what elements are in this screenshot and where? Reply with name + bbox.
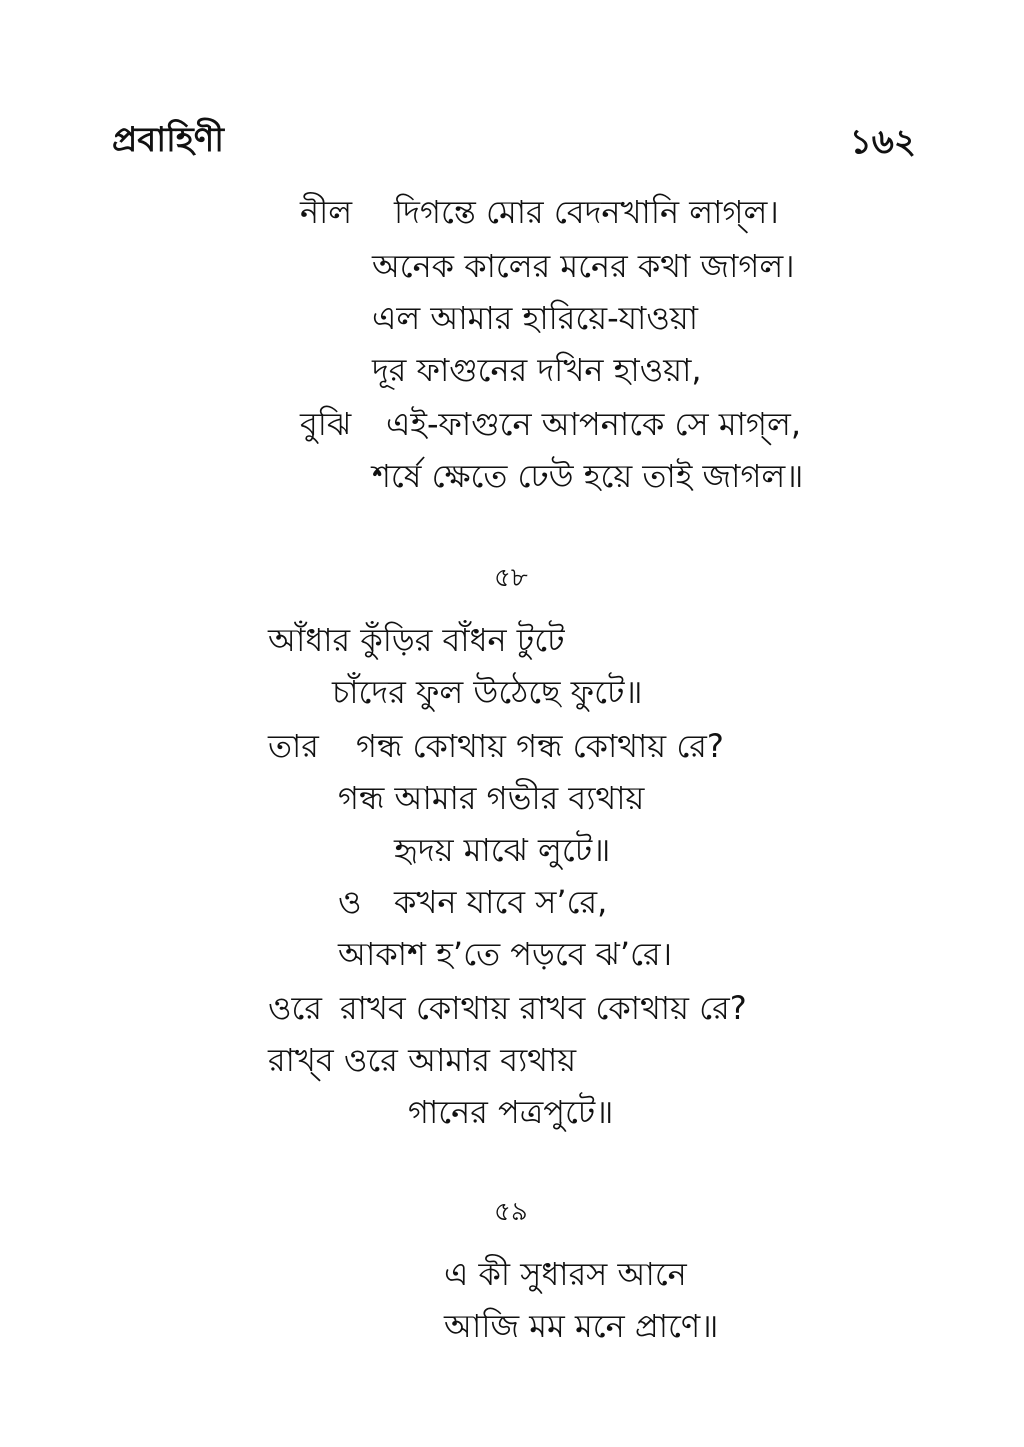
verse-line: দূর ফাগুনের দখিন হাওয়া, (372, 351, 702, 389)
verse-text: গন্ধ কোথায় গন্ধ কোথায় রে? (356, 727, 724, 765)
verse-text: দিগন্তে মোর বেদনখানি লাগ্‌ল। (394, 193, 779, 231)
verse-line (338, 878, 607, 926)
verse-text: রাখব কোথায় রাখব কোথায় রে? (340, 989, 747, 1027)
verse-text: কখন যাবে স’রে, (394, 883, 608, 921)
song-number: ৫৮ (494, 563, 528, 593)
verse-lead-word: বুঝি (300, 405, 352, 443)
verse-line: গানের পত্রপুটে॥ (408, 1093, 614, 1131)
verse-line: অনেক কালের মনের কথা জাগল। (372, 247, 795, 285)
verse-lead-word: তার (268, 727, 319, 765)
verse-lead-word: ও (338, 883, 362, 921)
verse-line (300, 188, 779, 236)
book-title: প্রবাহিণী (112, 120, 225, 160)
verse-line: গন্ধ আমার গভীর ব্যথায় (338, 779, 645, 817)
verse-lead-word: নীল (300, 193, 353, 231)
verse-line: চাঁদের ফুল উঠেছে ফুটে॥ (332, 673, 643, 711)
verse-line: শর্ষে ক্ষেতে ঢেউ হয়ে তাই জাগল॥ (372, 457, 804, 495)
song-number: ৫৯ (494, 1197, 528, 1227)
verse-line: এল আমার হারিয়ে-যাওয়া (372, 299, 699, 337)
verse-line: আঁধার কুঁড়ির বাঁধন টুটে (268, 621, 565, 659)
verse-lead-word: ওরে (268, 989, 323, 1027)
verse-line: রাখ্‌ব ওরে আমার ব্যথায় (268, 1041, 577, 1079)
page-number: ১৬২ (849, 122, 916, 162)
verse-line: এ কী সুধারস আনে (444, 1255, 687, 1293)
verse-line (268, 984, 747, 1032)
verse-text: এই-ফাগুনে আপনাকে সে মাগ্‌ল, (386, 405, 802, 443)
verse-line: আজি মম মনে প্রাণে॥ (444, 1307, 719, 1345)
verse-line (268, 722, 724, 770)
verse-line: আকাশ হ’তে পড়বে ঝ’রে। (338, 935, 673, 973)
verse-line (300, 400, 801, 448)
verse-line: হৃদয় মাঝে লুটে॥ (394, 831, 611, 869)
